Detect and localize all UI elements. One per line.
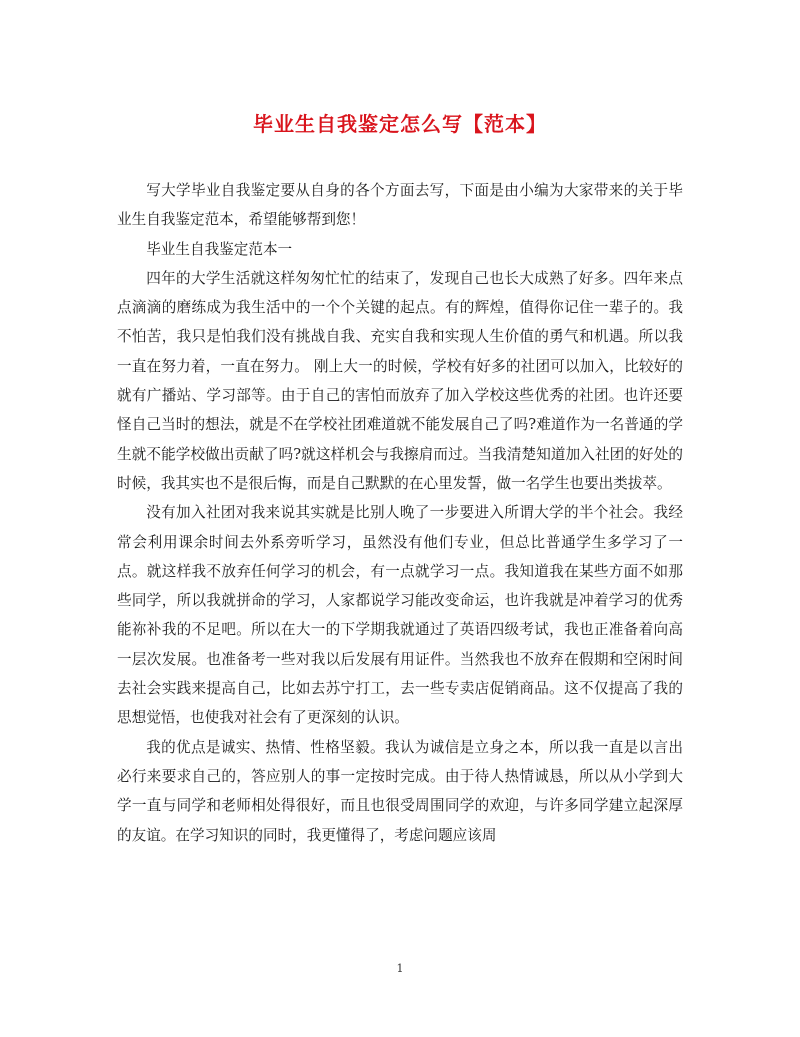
section-heading: 毕业生自我鉴定范本一 bbox=[146, 240, 293, 258]
document-title: 毕业生自我鉴定怎么写【范本】 bbox=[253, 112, 547, 136]
intro-paragraph: 写大学毕业自我鉴定要从自身的各个方面去写，下面是由小编为大家带来的关于毕业生自我鉴定范本，希望能够帮到您！ bbox=[117, 182, 683, 229]
body-paragraph: 我的优点是诚实、热情、性格坚毅。我认为诚信是立身之本，所以我一直是以言出必行来要求自己的，答应别人的事一定按时完成。由于待人热情诚恳，所以从小学到大学一直与同学和老师相处得很好，而且也很受周围同学的欢迎，与许多同学建立起深厚的友谊。在学习知识的同时，我更懂得了，考虑问题应该周 bbox=[117, 738, 683, 844]
document-body bbox=[117, 176, 683, 850]
body-paragraph: 四年的大学生活就这样匆匆忙忙的结束了，发现自己也长大成熟了好多。四年来点点滴滴的磨练成为我生活中的一个个关键的起点。有的辉煌，值得你记住一辈子的。我不怕苦，我只是怕我们没有挑战自我、充实自我和实现人生价值的勇气和机遇。所以我一直在努力着，一直在努力。 刚上大一的时候，学校有好多的社团可以加入，比较好的就有广播站、学习部等。由于自己的害怕而放弃了加入学校这些优秀的社团。也许还要怪自己当时的想法，就是不在学校社团难道就不能发展自己了吗?难道作为一名普通的学生就不能学校做出贡献了吗?就这样机会与我擦肩而过。当我清楚知道加入社团的好处的时候，我其实也不是很后悔，而是自己默默的在心里发誓，做一名学生也要出类拔萃。 bbox=[117, 269, 683, 492]
page-number: 1 bbox=[396, 962, 404, 975]
body-paragraph: 没有加入社团对我来说其实就是比别人晚了一步要进入所谓大学的半个社会。我经常会利用课余时间去外系旁听学习，虽然没有他们专业，但总比普通学生多学习了一点。就这样我不放弃任何学习的机会，有一点就学习一点。我知道我在某些方面不如那些同学，所以我就拼命的学习，人家都说学习能改变命运，也许我就是冲着学习的优秀能祢补我的不足吧。所以在大一的下学期我就通过了英语四级考试，我也正准备着向高一层次发展。也准备考一些对我以后发展有用证件。当然我也不放弃在假期和空闲时间去社会实践来提高自己，比如去苏宁打工，去一些专卖店促销商品。这不仅提高了我的思想觉悟，也使我对社会有了更深刻的认识。 bbox=[117, 504, 683, 727]
